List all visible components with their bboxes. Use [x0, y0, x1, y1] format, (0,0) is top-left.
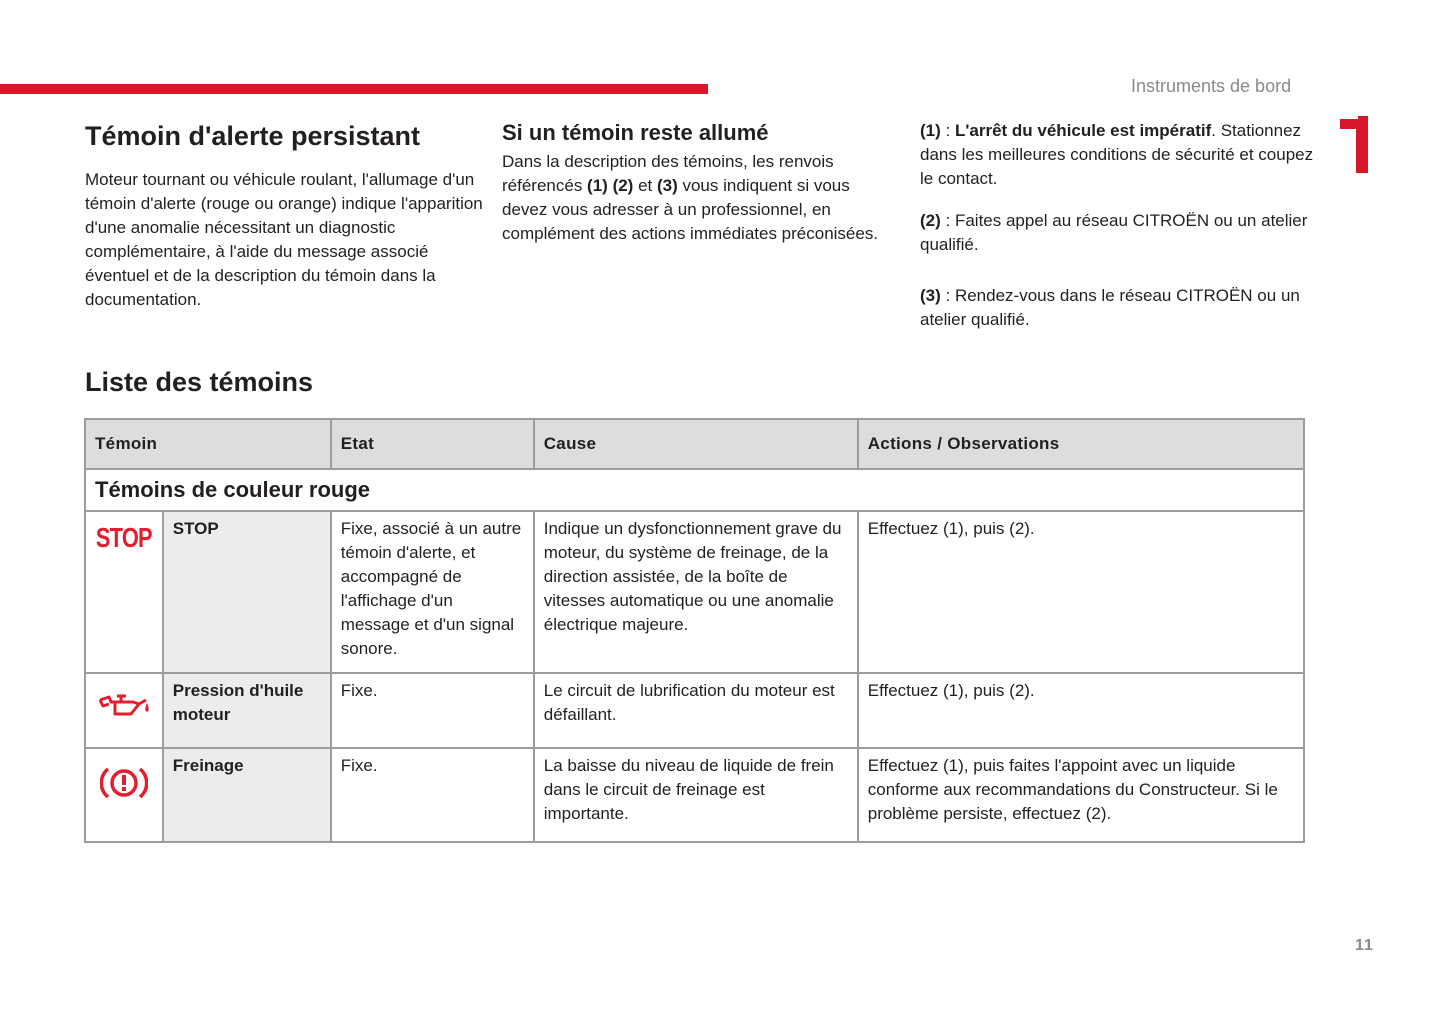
warning-etat: Fixe.	[331, 673, 534, 748]
light-stays-on-body: Dans la description des témoins, les renvois référencés (1) (2) et (3) vous indiquent si vous devez vous adresser à un professionnel, en complément des actions immédiates préconisées.	[502, 152, 879, 243]
persistent-warning-body: Moteur tournant ou véhicule roulant, l'allumage d'un témoin d'alerte (rouge ou orange) indique l'apparition d'une anomalie nécessitant un diagnostic complémentaire, à l'aide du message associé éventuel et de la description du témoin dans la documentation.	[85, 170, 483, 309]
warning-lights-table	[84, 418, 1305, 843]
persistent-warning-title: Témoin d'alerte persistant	[85, 121, 421, 151]
stop-icon: STOP	[95, 522, 152, 553]
group-title: Témoins de couleur rouge	[85, 469, 1304, 511]
note-3: (3) : Rendez-vous dans le réseau CITROËN ou un atelier qualifié.	[920, 286, 1300, 329]
section-title: Instruments de bord	[1131, 76, 1292, 96]
note-1: (1) : L'arrêt du véhicule est impératif. Stationnez dans les meilleures conditions de sécurité et coupez le contact.	[920, 121, 1314, 188]
warning-name: STOP	[163, 511, 331, 673]
column-header-actions: Actions / Observations	[858, 419, 1304, 469]
warning-cause: La baisse du niveau de liquide de frein dans le circuit de freinage est importante.	[534, 748, 858, 842]
warning-actions: Effectuez (1), puis (2).	[858, 511, 1304, 673]
table-row	[85, 511, 1304, 673]
table-row	[85, 748, 1304, 842]
warning-actions: Effectuez (1), puis (2).	[858, 673, 1304, 748]
note-2: (2) : Faites appel au réseau CITROËN ou un atelier qualifié.	[920, 211, 1308, 254]
warning-name: Pression d'huile moteur	[163, 673, 331, 748]
warning-name: Freinage	[163, 748, 331, 842]
warning-cause: Le circuit de lubrification du moteur est défaillant.	[534, 673, 858, 748]
warning-etat: Fixe.	[331, 748, 534, 842]
chapter-number	[1340, 116, 1368, 176]
persistent-warning-section	[85, 118, 485, 312]
warning-actions: Effectuez (1), puis faites l'appoint avec un liquide conforme aux recommandations du Constructeur. Si le problème persiste, effectuez (2).	[858, 748, 1304, 842]
warning-cause: Indique un dysfonctionnement grave du moteur, du système de freinage, de la direction assistée, de la boîte de vitesses automatique ou une anomalie électrique majeure.	[534, 511, 858, 673]
warning-etat: Fixe, associé à un autre témoin d'alerte, et accompagné de l'affichage d'un message et d'un signal sonore.	[331, 511, 534, 673]
reference-notes	[920, 119, 1320, 350]
column-header-cause: Cause	[534, 419, 858, 469]
brake-warning-icon	[100, 763, 148, 803]
oil-can-icon	[97, 692, 151, 722]
table-header-row	[85, 419, 1304, 469]
warning-list-title: Liste des témoins	[85, 367, 314, 397]
header-accent-bar	[0, 84, 708, 94]
page-number: 11	[1355, 937, 1374, 954]
light-stays-on-section	[502, 118, 892, 246]
group-row-red	[85, 469, 1304, 511]
light-stays-on-title: Si un témoin reste allumé	[502, 120, 769, 145]
column-header-etat: Etat	[331, 419, 534, 469]
column-header-temoin: Témoin	[85, 419, 331, 469]
table-row	[85, 673, 1304, 748]
